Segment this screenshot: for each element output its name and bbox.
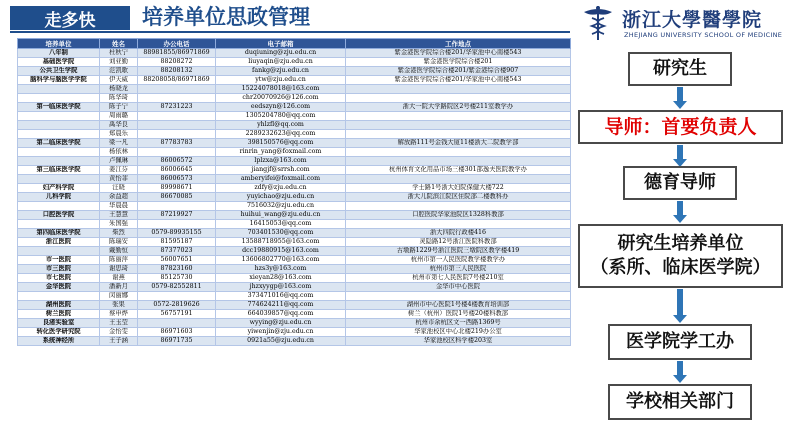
table-row bbox=[18, 58, 571, 67]
name-cell: 杨依林 bbox=[100, 148, 138, 157]
email-cell: 16415053@qq.com bbox=[216, 220, 346, 229]
table-row bbox=[18, 274, 571, 283]
unit-cell: 口腔医学院 bbox=[18, 211, 100, 220]
name-cell: 卢佩琳 bbox=[100, 157, 138, 166]
location-cell: 杭州市第七人民医院7号楼210室 bbox=[346, 274, 571, 283]
location-cell: 紫金港医学院综合楼201 bbox=[346, 58, 571, 67]
name-cell: 陈华琦 bbox=[100, 94, 138, 103]
email-cell: liuyaqin@zju.edu.cn bbox=[216, 58, 346, 67]
name-cell: 范凯歌 bbox=[100, 67, 138, 76]
name-cell: 余益超 bbox=[100, 193, 138, 202]
flow-arrow-icon bbox=[673, 361, 687, 383]
email-cell: 7516032@zju.edu.cn bbox=[216, 202, 346, 211]
location-cell: 古墩路1229号浙江医院三墩院区教学楼419 bbox=[346, 247, 571, 256]
location-cell: 学士路1号浙大妇院保健大楼722 bbox=[346, 184, 571, 193]
table-row bbox=[18, 337, 571, 346]
unit-cell bbox=[18, 94, 100, 103]
name-cell: 张果 bbox=[100, 301, 138, 310]
name-cell: 金怡雯 bbox=[100, 328, 138, 337]
name-cell: 王子涵 bbox=[100, 337, 138, 346]
flow-step-label: 导师：首要负责人 bbox=[604, 116, 757, 138]
phone-cell: 87823160 bbox=[138, 265, 216, 274]
flow-step-label: 德育导师 bbox=[644, 172, 716, 193]
flow-step-graduate bbox=[628, 52, 732, 86]
table-row bbox=[18, 103, 571, 112]
name-cell: 潘新月 bbox=[100, 283, 138, 292]
email-cell: xieyan28@163.com bbox=[216, 274, 346, 283]
name-cell: 黄怡菲 bbox=[100, 175, 138, 184]
table-row bbox=[18, 202, 571, 211]
unit-cell: 转化医学研究院 bbox=[18, 328, 100, 337]
phone-cell: 86971735 bbox=[138, 337, 216, 346]
location-cell bbox=[346, 292, 571, 301]
location-cell: 浙大儿院滨江院区住院部二楼教科办 bbox=[346, 193, 571, 202]
table-row bbox=[18, 166, 571, 175]
logo-english-name: ZHEJIANG UNIVERSITY SCHOOL OF MEDICINE bbox=[624, 31, 783, 39]
unit-cell: 公共卫生学院 bbox=[18, 67, 100, 76]
name-cell: 陈子宁 bbox=[100, 103, 138, 112]
table-row bbox=[18, 112, 571, 121]
phone-cell: 86006572 bbox=[138, 157, 216, 166]
email-cell: wyying@zju.edu.cn bbox=[216, 319, 346, 328]
phone-cell: 86006573 bbox=[138, 175, 216, 184]
phone-cell bbox=[138, 148, 216, 157]
phone-cell: 0572-2819626 bbox=[138, 301, 216, 310]
table-row bbox=[18, 328, 571, 337]
unit-cell: 第二临床医学院 bbox=[18, 139, 100, 148]
name-cell: 陈瑞安 bbox=[100, 238, 138, 247]
unit-cell: 良渚实验室 bbox=[18, 319, 100, 328]
location-cell: 杭州体育文化用品市场三楼301邵逸夫医院教学办 bbox=[346, 166, 571, 175]
logo-chinese-name: 浙江大學醫學院 bbox=[622, 9, 763, 31]
table-header-row bbox=[18, 39, 571, 49]
section-badge: 走多快 bbox=[10, 6, 130, 30]
location-cell: 华家池校区科学楼203室 bbox=[346, 337, 571, 346]
flow-step-university-dept bbox=[608, 384, 752, 420]
phone-cell bbox=[138, 85, 216, 94]
table-row bbox=[18, 67, 571, 76]
flow-step-label: 医学院学工办 bbox=[626, 331, 734, 352]
unit-cell: 金华医院 bbox=[18, 283, 100, 292]
header-divider bbox=[10, 31, 570, 33]
location-cell bbox=[346, 157, 571, 166]
email-cell: yhlzfl@qq.com bbox=[216, 121, 346, 130]
unit-cell: 第三临床医学院 bbox=[18, 166, 100, 175]
location-cell bbox=[346, 202, 571, 211]
phone-cell: 0579-89935155 bbox=[138, 229, 216, 238]
flow-step-label: （系所、临床医学院） bbox=[590, 257, 771, 278]
name-cell: 伊天威 bbox=[100, 76, 138, 85]
phone-cell bbox=[138, 130, 216, 139]
phone-cell: 88208058/86971869 bbox=[138, 76, 216, 85]
email-cell: dcc19880915@163.com bbox=[216, 247, 346, 256]
name-cell: 谢思琦 bbox=[100, 265, 138, 274]
name-cell: 杜秋宁 bbox=[100, 49, 138, 58]
phone-cell: 85125730 bbox=[138, 274, 216, 283]
unit-cell: 第一临床医学院 bbox=[18, 103, 100, 112]
name-cell: 谢燕 bbox=[100, 274, 138, 283]
unit-cell bbox=[18, 220, 100, 229]
phone-cell: 87231223 bbox=[138, 103, 216, 112]
email-cell: ytw@zju.edu.cn bbox=[216, 76, 346, 85]
phone-cell: 86006645 bbox=[138, 166, 216, 175]
name-cell: 郑晨乐 bbox=[100, 130, 138, 139]
table-row bbox=[18, 139, 571, 148]
phone-cell bbox=[138, 220, 216, 229]
table-row bbox=[18, 85, 571, 94]
table-row bbox=[18, 319, 571, 328]
phone-cell: 56757191 bbox=[138, 310, 216, 319]
unit-cell bbox=[18, 148, 100, 157]
location-cell: 树兰（杭州）医院1号楼20楼科教部 bbox=[346, 310, 571, 319]
email-cell: 703401530@qq.com bbox=[216, 229, 346, 238]
location-cell: 灵隐路12号浙江医院科教部 bbox=[346, 238, 571, 247]
name-cell: 姜江芬 bbox=[100, 166, 138, 175]
table-row bbox=[18, 193, 571, 202]
flow-arrow-icon bbox=[673, 87, 687, 109]
name-cell: 梁一凡 bbox=[100, 139, 138, 148]
email-cell: jiangjf@srrsh.com bbox=[216, 166, 346, 175]
name-cell: 柴烈 bbox=[100, 229, 138, 238]
unit-cell bbox=[18, 157, 100, 166]
table-row bbox=[18, 256, 571, 265]
email-cell: fankg@zju.edu.cn bbox=[216, 67, 346, 76]
column-header: 电子邮箱 bbox=[216, 39, 346, 49]
table-row bbox=[18, 94, 571, 103]
location-cell bbox=[346, 175, 571, 184]
location-cell bbox=[346, 148, 571, 157]
phone-cell: 56007651 bbox=[138, 256, 216, 265]
unit-cell: 八年制 bbox=[18, 49, 100, 58]
email-cell: hzs3y@163.com bbox=[216, 265, 346, 274]
unit-cell bbox=[18, 292, 100, 301]
email-cell: yuyichao@zju.edu.cn bbox=[216, 193, 346, 202]
contact-table bbox=[17, 38, 571, 346]
phone-cell: 88981855/86971869 bbox=[138, 49, 216, 58]
table-row bbox=[18, 49, 571, 58]
unit-cell bbox=[18, 202, 100, 211]
table-row bbox=[18, 175, 571, 184]
email-cell: 398150576@qq.com bbox=[216, 139, 346, 148]
email-cell: eedszyn@126.com bbox=[216, 103, 346, 112]
name-cell: 陈丽萍 bbox=[100, 256, 138, 265]
email-cell: chr20070926@126.com bbox=[216, 94, 346, 103]
table-row bbox=[18, 157, 571, 166]
phone-cell bbox=[138, 202, 216, 211]
location-cell: 解放路111号金钱大厦11楼浙大二院教学部 bbox=[346, 139, 571, 148]
flow-step-student-affairs bbox=[608, 324, 752, 360]
phone-cell bbox=[138, 94, 216, 103]
email-cell: 15224078018@163.com bbox=[216, 85, 346, 94]
name-cell: 王慧慧 bbox=[100, 211, 138, 220]
university-logo bbox=[578, 4, 793, 42]
name-cell: 禹华良 bbox=[100, 121, 138, 130]
email-cell: 373471016@qq.com bbox=[216, 292, 346, 301]
unit-cell: 基础医学院 bbox=[18, 58, 100, 67]
location-cell: 浙大一院大学路院区2号楼211室教学办 bbox=[346, 103, 571, 112]
location-cell: 口腔医院华家池院区1328科教部 bbox=[346, 211, 571, 220]
unit-cell: 儿科学院 bbox=[18, 193, 100, 202]
table-row bbox=[18, 283, 571, 292]
phone-cell bbox=[138, 292, 216, 301]
email-cell: yiwenjin@zju.edu.cn bbox=[216, 328, 346, 337]
email-cell: 774624211@qq.com bbox=[216, 301, 346, 310]
name-cell: 刘亚勤 bbox=[100, 58, 138, 67]
location-cell bbox=[346, 130, 571, 139]
unit-cell: 湖州医院 bbox=[18, 301, 100, 310]
email-cell: 0921a55@zju.edu.cn bbox=[216, 337, 346, 346]
column-header: 培养单位 bbox=[18, 39, 100, 49]
name-cell: 蔡申烨 bbox=[100, 310, 138, 319]
flow-step-training-unit bbox=[578, 224, 783, 288]
name-cell: 朱国强 bbox=[100, 220, 138, 229]
phone-cell: 0579-82552811 bbox=[138, 283, 216, 292]
table-row bbox=[18, 211, 571, 220]
location-cell bbox=[346, 94, 571, 103]
unit-cell: 树兰医院 bbox=[18, 310, 100, 319]
name-cell: 王玉莹 bbox=[100, 319, 138, 328]
table-row bbox=[18, 301, 571, 310]
email-cell: zdfy@zju.edu.cn bbox=[216, 184, 346, 193]
table-row bbox=[18, 220, 571, 229]
location-cell: 杭州市余杭区文一西路1369号 bbox=[346, 319, 571, 328]
unit-cell bbox=[18, 112, 100, 121]
email-cell: 1305204780@qq.com bbox=[216, 112, 346, 121]
email-cell: duqiuning@zju.edu.cn bbox=[216, 49, 346, 58]
unit-cell: 市三医院 bbox=[18, 265, 100, 274]
unit-cell: 系统神经所 bbox=[18, 337, 100, 346]
flow-arrow-icon bbox=[673, 289, 687, 323]
phone-cell: 81595187 bbox=[138, 238, 216, 247]
column-header: 办公电话 bbox=[138, 39, 216, 49]
flow-step-label: 学校相关部门 bbox=[626, 391, 734, 412]
email-cell: 13606802770@163.com bbox=[216, 256, 346, 265]
unit-cell bbox=[18, 175, 100, 184]
phone-cell: 89998671 bbox=[138, 184, 216, 193]
location-cell: 金华市中心医院 bbox=[346, 283, 571, 292]
table-row bbox=[18, 130, 571, 139]
email-cell: 664039857@qq.com bbox=[216, 310, 346, 319]
flow-step-moral-tutor bbox=[623, 166, 737, 200]
name-cell: 周雨璐 bbox=[100, 112, 138, 121]
location-cell bbox=[346, 121, 571, 130]
location-cell: 杭州市第三人民医院 bbox=[346, 265, 571, 274]
flow-step-label: 研究生 bbox=[653, 58, 707, 79]
unit-cell bbox=[18, 121, 100, 130]
email-cell: huihui_wang@zju.edu.cn bbox=[216, 211, 346, 220]
unit-cell bbox=[18, 130, 100, 139]
unit-cell: 脑科学与脑医学学院 bbox=[18, 76, 100, 85]
phone-cell bbox=[138, 319, 216, 328]
name-cell: 华晨晨 bbox=[100, 202, 138, 211]
unit-cell bbox=[18, 247, 100, 256]
phone-cell: 87377023 bbox=[138, 247, 216, 256]
phone-cell: 88208132 bbox=[138, 67, 216, 76]
name-cell: 汪晓 bbox=[100, 184, 138, 193]
flow-arrow-icon bbox=[673, 201, 687, 223]
page-title: 培养单位思政管理 bbox=[142, 5, 310, 29]
location-cell bbox=[346, 112, 571, 121]
unit-cell: 浙江医院 bbox=[18, 238, 100, 247]
caduceus-emblem-icon bbox=[578, 4, 618, 42]
phone-cell: 87783783 bbox=[138, 139, 216, 148]
location-cell: 杭州市第一人民医院教学楼教学办 bbox=[346, 256, 571, 265]
location-cell: 紫金港医学院综合楼201/华家池中心南楼543 bbox=[346, 76, 571, 85]
phone-cell bbox=[138, 121, 216, 130]
phone-cell: 88208272 bbox=[138, 58, 216, 67]
location-cell: 紫金港医学院综合楼201/华家池中心南楼543 bbox=[346, 49, 571, 58]
table-row bbox=[18, 310, 571, 319]
unit-cell: 市七医院 bbox=[18, 274, 100, 283]
name-cell: 戴勤恒 bbox=[100, 247, 138, 256]
phone-cell: 86670085 bbox=[138, 193, 216, 202]
table-row bbox=[18, 229, 571, 238]
phone-cell: 87219927 bbox=[138, 211, 216, 220]
flow-step-label: 研究生培养单位 bbox=[617, 233, 744, 254]
location-cell bbox=[346, 220, 571, 229]
email-cell: 13588718955@163.com bbox=[216, 238, 346, 247]
unit-cell: 第四临床医学院 bbox=[18, 229, 100, 238]
table-row bbox=[18, 265, 571, 274]
email-cell: rinrin_yang@foxmail.com bbox=[216, 148, 346, 157]
flow-step-supervisor bbox=[578, 110, 783, 144]
flow-arrow-icon bbox=[673, 145, 687, 167]
location-cell: 紫金港医学院综合楼201/紫金港综合楼907 bbox=[346, 67, 571, 76]
phone-cell bbox=[138, 112, 216, 121]
name-cell: 闵丽娜 bbox=[100, 292, 138, 301]
table-row bbox=[18, 121, 571, 130]
unit-cell: 妇产科学院 bbox=[18, 184, 100, 193]
email-cell: jhzxyygp@163.com bbox=[216, 283, 346, 292]
email-cell: 2289232623@qq.com bbox=[216, 130, 346, 139]
location-cell: 湖州市中心医院1号楼4楼教育培训部 bbox=[346, 301, 571, 310]
email-cell: amberyifei@foxmail.com bbox=[216, 175, 346, 184]
phone-cell: 86971603 bbox=[138, 328, 216, 337]
unit-cell: 市一医院 bbox=[18, 256, 100, 265]
table-row bbox=[18, 76, 571, 85]
column-header: 姓名 bbox=[100, 39, 138, 49]
table-row bbox=[18, 292, 571, 301]
table-row bbox=[18, 184, 571, 193]
location-cell: 华家池校区中心北楼219办公室 bbox=[346, 328, 571, 337]
name-cell: 杨晓龙 bbox=[100, 85, 138, 94]
email-cell: lplzxa@163.com bbox=[216, 157, 346, 166]
location-cell bbox=[346, 85, 571, 94]
unit-cell bbox=[18, 85, 100, 94]
table-row bbox=[18, 238, 571, 247]
column-header: 工作地点 bbox=[346, 39, 571, 49]
table-row bbox=[18, 148, 571, 157]
table-row bbox=[18, 247, 571, 256]
location-cell: 浙大四院行政楼416 bbox=[346, 229, 571, 238]
